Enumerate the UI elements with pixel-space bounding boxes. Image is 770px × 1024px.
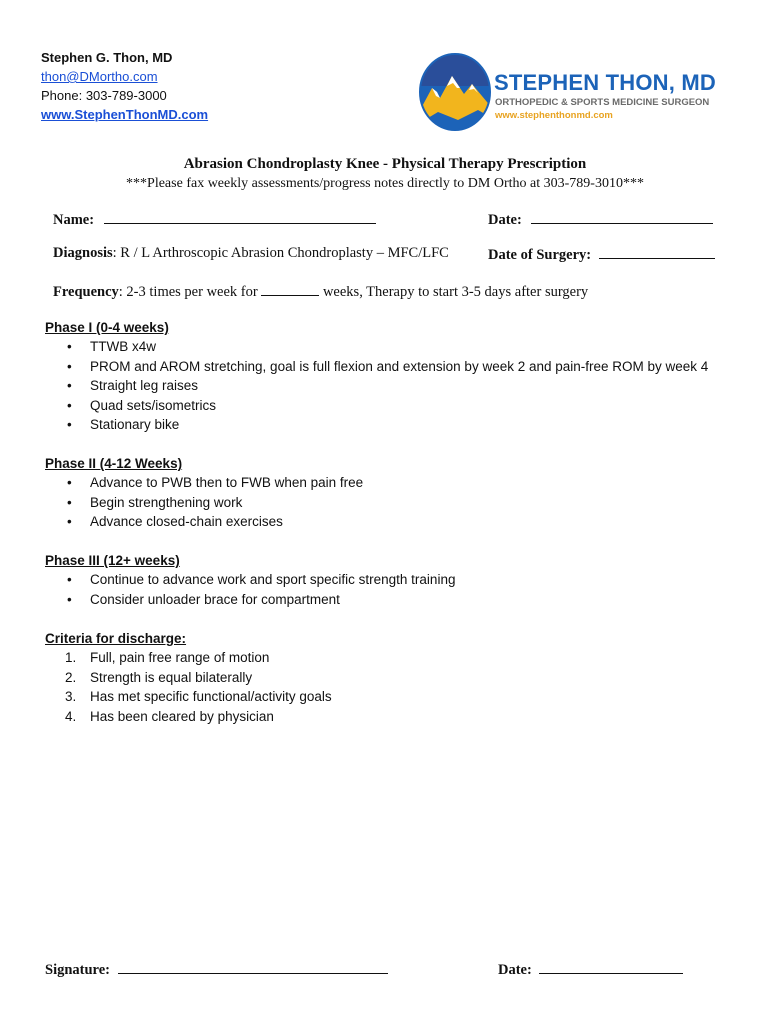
discharge-list	[45, 648, 332, 726]
surgery-date-input-line[interactable]	[599, 245, 715, 259]
list-item-text: Has been cleared by physician	[90, 708, 274, 724]
signature-input-line[interactable]	[118, 960, 388, 974]
list-item	[45, 687, 332, 707]
discharge-section	[45, 629, 332, 726]
document-title: Abrasion Chondroplasty Knee - Physical Therapy Prescription	[183, 156, 587, 172]
frequency-label: Frequency	[53, 284, 119, 300]
list-item-text: Quad sets/isometrics	[90, 397, 217, 413]
list-item	[45, 357, 708, 377]
phase-1-section	[45, 318, 708, 435]
weeks-input-line[interactable]	[261, 282, 319, 296]
list-item	[45, 590, 455, 610]
list-item-text: PROM and AROM stretching, goal is full flexion and extension by week 2 and pain-free ROM by week 4	[90, 358, 709, 374]
bullet-icon: •	[67, 494, 72, 510]
frequency-text-post: weeks, Therapy to start 3-5 days after surgery	[322, 284, 589, 300]
phase-3-heading: Phase III (12+ weeks)	[45, 553, 180, 568]
phase-1-heading: Phase I (0-4 weeks)	[45, 320, 169, 335]
discharge-heading: Criteria for discharge:	[45, 631, 187, 646]
surgery-date-label: Date of Surgery:	[488, 247, 592, 263]
list-item	[45, 376, 708, 396]
list-number: 4.	[65, 708, 77, 724]
fax-instructions: ***Please fax weekly assessments/progress notes directly to DM Ortho at 303-789-3010***	[126, 176, 644, 191]
logo-tagline: ORTHOPEDIC & SPORTS MEDICINE SURGEON	[495, 97, 710, 108]
list-item	[45, 570, 455, 590]
surgery-date-row	[488, 245, 715, 264]
bullet-icon: •	[67, 339, 72, 354]
list-item-text: Advance to PWB then to FWB when pain free	[90, 475, 364, 490]
bullet-icon: •	[67, 417, 72, 433]
phase-3-list	[45, 570, 455, 609]
phase-2-list	[45, 473, 363, 532]
list-item	[45, 648, 332, 668]
signature-label: Signature:	[45, 962, 110, 978]
signature-date-label: Date:	[498, 962, 532, 978]
signature-date-row	[498, 960, 683, 979]
name-label: Name:	[53, 212, 95, 228]
list-item	[45, 707, 332, 727]
phase-2-section	[45, 454, 363, 532]
bullet-icon: •	[67, 591, 72, 607]
practice-logo	[418, 52, 748, 136]
date-field-row	[488, 210, 713, 229]
bullet-icon: •	[67, 397, 72, 413]
list-item	[45, 396, 708, 416]
bullet-icon: •	[67, 475, 72, 490]
date-label: Date:	[488, 212, 522, 228]
diagnosis-row	[53, 245, 449, 262]
date-input-line[interactable]	[531, 210, 713, 224]
list-item	[45, 668, 332, 688]
list-number: 2.	[65, 669, 77, 685]
list-item-text: Has met specific functional/activity goals	[90, 689, 332, 705]
logo-website: www.stephenthonmd.com	[495, 110, 613, 121]
list-item	[45, 415, 708, 435]
list-item	[45, 493, 363, 513]
list-item-text: Straight leg raises	[90, 378, 199, 394]
website-link[interactable]: www.StephenThonMD.com	[41, 107, 209, 122]
doctor-name: Stephen G. Thon, MD	[41, 50, 173, 65]
email-link[interactable]: thon@DMortho.com	[41, 69, 158, 84]
list-number: 1.	[65, 650, 77, 665]
phase-3-section	[45, 551, 455, 609]
list-item	[45, 337, 708, 357]
list-item	[45, 473, 363, 493]
list-item-text: Continue to advance work and sport specific strength training	[90, 572, 456, 587]
phase-1-list	[45, 337, 708, 435]
name-input-line[interactable]	[104, 210, 376, 224]
frequency-text-pre: : 2-3 times per week for	[118, 284, 258, 300]
list-number: 3.	[65, 689, 77, 705]
list-item	[45, 512, 363, 532]
list-item-text: Consider unloader brace for compartment	[90, 591, 340, 607]
signature-date-input-line[interactable]	[539, 960, 683, 974]
mountain-emblem-icon	[418, 52, 492, 132]
bullet-icon: •	[67, 378, 72, 394]
list-item-text: TTWB x4w	[90, 339, 156, 354]
diagnosis-label: Diagnosis	[53, 245, 113, 261]
list-item-text: Advance closed-chain exercises	[90, 514, 283, 530]
logo-brand-name: STEPHEN THON, MD	[494, 70, 716, 95]
list-item-text: Stationary bike	[90, 417, 180, 433]
diagnosis-value: : R / L Arthroscopic Abrasion Chondroplasty – MFC/LFC	[112, 245, 449, 261]
list-item-text: Strength is equal bilaterally	[90, 669, 253, 685]
list-item-text: Full, pain free range of motion	[90, 650, 270, 665]
contact-block	[41, 48, 208, 124]
bullet-icon: •	[67, 572, 72, 587]
bullet-icon: •	[67, 514, 72, 530]
phase-2-heading: Phase II (4-12 Weeks)	[45, 456, 183, 471]
frequency-row	[53, 282, 588, 301]
name-field-row	[53, 210, 376, 229]
phone-number: Phone: 303-789-3000	[41, 88, 167, 103]
bullet-icon: •	[67, 358, 72, 374]
list-item-text: Begin strengthening work	[90, 494, 243, 510]
signature-row	[45, 960, 388, 979]
